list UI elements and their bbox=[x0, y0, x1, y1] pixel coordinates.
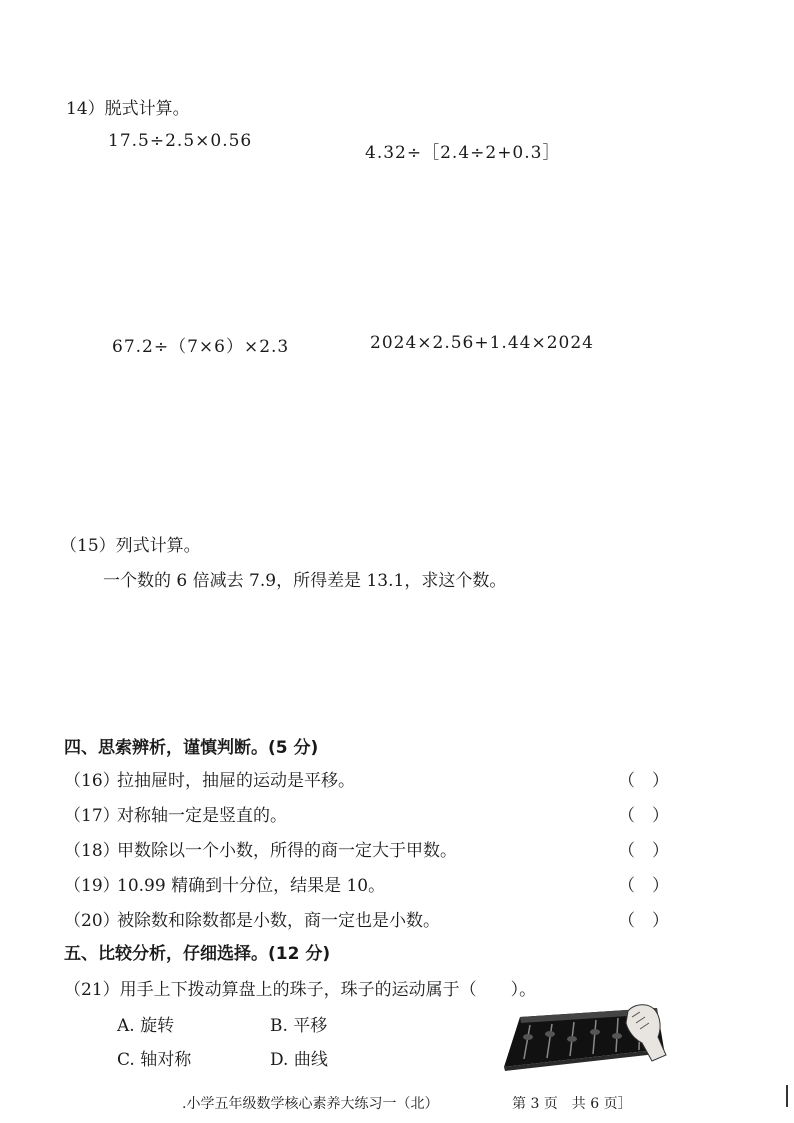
q17-answer-bracket[interactable]: （ ） bbox=[618, 806, 669, 826]
scan-edge-mark bbox=[786, 1085, 788, 1107]
q20-text: 被除数和除数都是小数，商一定也是小数。 bbox=[117, 911, 440, 931]
q14-expression-2: 4.32÷［2.4÷2+0.3］ bbox=[365, 143, 561, 163]
footer-title: .小学五年级数学核心素养大练习一（北） bbox=[182, 1096, 439, 1112]
q19-text: 10.99 精确到十分位，结果是 10。 bbox=[117, 876, 386, 896]
q21-option-b[interactable]: B. 平移 bbox=[270, 1016, 328, 1036]
q15-heading: （15）列式计算。 bbox=[60, 536, 201, 556]
section5-title: 五、比较分析，仔细选择。(12 分) bbox=[64, 944, 331, 964]
q21-option-d[interactable]: D. 曲线 bbox=[270, 1050, 328, 1070]
q16-number: （16） bbox=[64, 771, 120, 791]
q20-answer-bracket[interactable]: （ ） bbox=[618, 911, 669, 931]
q16-answer-bracket[interactable]: （ ） bbox=[618, 771, 669, 791]
q21-option-c[interactable]: C. 轴对称 bbox=[117, 1050, 192, 1070]
section4-title: 四、思索辨析，谨慎判断。(5 分) bbox=[64, 738, 319, 758]
q18-answer-bracket[interactable]: （ ） bbox=[618, 841, 669, 861]
q14-heading: 14）脱式计算。 bbox=[66, 99, 190, 119]
q21-option-a[interactable]: A. 旋转 bbox=[117, 1016, 175, 1036]
q14-expression-3: 67.2÷（7×6）×2.3 bbox=[112, 337, 290, 357]
abacus-hand-illustration bbox=[502, 1003, 672, 1077]
q17-number: （17） bbox=[64, 806, 120, 826]
q19-number: （19） bbox=[64, 876, 120, 896]
q15-text: 一个数的 6 倍减去 7.9，所得差是 13.1，求这个数。 bbox=[103, 571, 507, 591]
q20-number: （20） bbox=[64, 911, 120, 931]
q16-text: 拉抽屉时，抽屉的运动是平移。 bbox=[117, 771, 355, 791]
q18-number: （18） bbox=[64, 841, 120, 861]
q21-text: （21）用手上下拨动算盘上的珠子，珠子的运动属于（ ）。 bbox=[64, 980, 537, 1000]
q14-expression-1: 17.5÷2.5×0.56 bbox=[108, 131, 253, 151]
q17-text: 对称轴一定是竖直的。 bbox=[117, 806, 287, 826]
abacus-icon bbox=[502, 1003, 672, 1073]
footer-page-number: 第 3 页 共 6 页］ bbox=[512, 1096, 632, 1112]
q14-expression-4: 2024×2.56+1.44×2024 bbox=[370, 333, 594, 353]
q19-answer-bracket[interactable]: （ ） bbox=[618, 876, 669, 896]
q18-text: 甲数除以一个小数，所得的商一定大于甲数。 bbox=[117, 841, 457, 861]
